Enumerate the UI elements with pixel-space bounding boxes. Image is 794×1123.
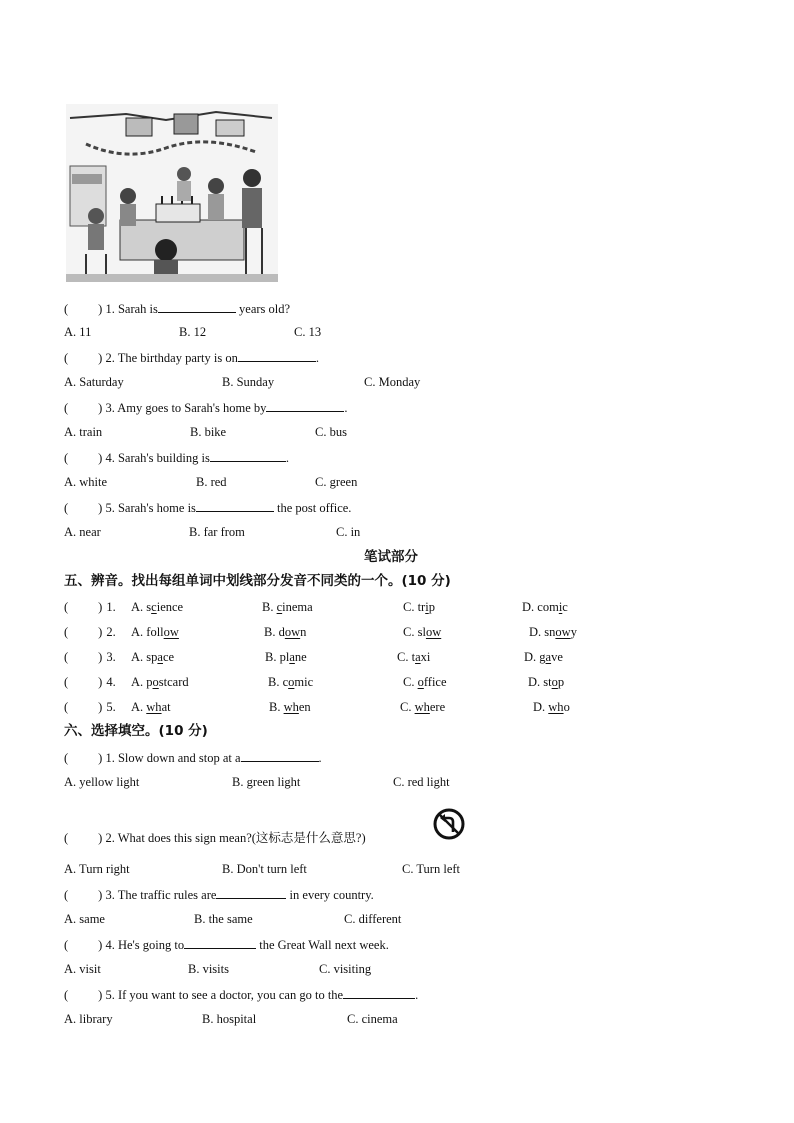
- pronunciation-row: ( ) 1.: [64, 600, 116, 614]
- option-b: B. green light: [232, 775, 301, 789]
- option-c: C. slow: [403, 625, 442, 639]
- underlined-letters: wh: [283, 700, 299, 714]
- option-d: D. gave: [524, 650, 563, 664]
- option-c: C. bus: [315, 425, 347, 439]
- listening-question-4: ( ) 4. Sarah's building is .: [64, 451, 289, 465]
- option-a: A. Saturday: [64, 375, 124, 389]
- option-c: C. taxi: [397, 650, 431, 664]
- choice-question-3: ( ) 3. The traffic rules are in every country.: [64, 888, 374, 902]
- underlined-letters: o: [551, 675, 558, 689]
- answer-blank[interactable]: [266, 399, 344, 412]
- pronunciation-row: ( ) 3.: [64, 650, 116, 664]
- option-b: B. red: [196, 475, 227, 489]
- option-b: B. plane: [265, 650, 307, 664]
- underlined-letters: a: [415, 650, 421, 664]
- option-a: A. science: [131, 600, 184, 614]
- option-b: B. Don't turn left: [222, 862, 307, 876]
- option-c: C. in: [336, 525, 361, 539]
- listening-question-3: ( ) 3. Amy goes to Sarah's home by .: [64, 401, 348, 415]
- option-d: D. stop: [528, 675, 565, 689]
- listening-question-1: ( ) 1. Sarah is years old?: [64, 302, 291, 316]
- choice-question-1: ( ) 1. Slow down and stop at a .: [64, 751, 322, 765]
- option-b: B. when: [269, 700, 311, 714]
- section-6-title: 六、选择填空。(10 分): [64, 723, 208, 739]
- underlined-letters: ow: [555, 625, 571, 639]
- option-a: A. 11: [64, 325, 92, 339]
- option-a: A. same: [64, 912, 105, 926]
- underlined-letters: ow: [163, 625, 179, 639]
- option-b: B. the same: [194, 912, 253, 926]
- underlined-letters: wh: [548, 700, 564, 714]
- listening-question-5: ( ) 5. Sarah's home is the post office.: [64, 501, 352, 515]
- option-a: A. near: [64, 525, 101, 539]
- option-b: B. cinema: [262, 600, 313, 614]
- underlined-letters: ow: [284, 625, 301, 639]
- option-d: D. snowy: [529, 625, 577, 639]
- underlined-letters: o: [288, 675, 295, 689]
- option-b: B. comic: [268, 675, 314, 689]
- underlined-letters: a: [157, 650, 163, 664]
- option-b: B. down: [264, 625, 307, 639]
- option-a: A. what: [131, 700, 171, 714]
- underlined-letters: wh: [146, 700, 162, 714]
- option-c: C. 13: [294, 325, 322, 339]
- answer-blank[interactable]: [158, 300, 236, 313]
- option-d: D. comic: [522, 600, 568, 614]
- option-c: C. trip: [403, 600, 435, 614]
- listening-question-2: ( ) 2. The birthday party is on .: [64, 351, 319, 365]
- option-a: A. postcard: [131, 675, 189, 689]
- underlined-letters: i: [425, 600, 429, 614]
- answer-blank[interactable]: [238, 349, 316, 362]
- underlined-letters: c: [151, 600, 157, 614]
- option-a: A. train: [64, 425, 103, 439]
- section-5-title: 五、辨音。找出每组单词中划线部分发音不同类的一个。(10 分): [64, 573, 451, 589]
- underlined-letters: a: [545, 650, 552, 664]
- option-c: C. green: [315, 475, 358, 489]
- option-c: C. Turn left: [402, 862, 461, 876]
- option-c: C. red light: [393, 775, 450, 789]
- choice-question-5: ( ) 5. If you want to see a doctor, you can go to the .: [64, 988, 419, 1002]
- option-b: B. far from: [189, 525, 245, 539]
- option-c: C. cinema: [347, 1012, 398, 1026]
- no-left-turn-sign-icon: [433, 808, 465, 840]
- option-b: B. 12: [179, 325, 207, 339]
- answer-blank[interactable]: [184, 936, 256, 949]
- option-c: C. where: [400, 700, 446, 714]
- option-a: A. white: [64, 475, 108, 489]
- pronunciation-row: ( ) 5.: [64, 700, 116, 714]
- underlined-letters: ow: [425, 625, 442, 639]
- underlined-letters: wh: [414, 700, 430, 714]
- choice-question-2: ( ) 2. What does this sign mean?(这标志是什么意思?): [64, 831, 366, 845]
- underlined-letters: o: [152, 675, 159, 689]
- option-b: B. bike: [190, 425, 227, 439]
- option-a: A. space: [131, 650, 175, 664]
- underlined-letters: c: [276, 600, 283, 614]
- option-a: A. visit: [64, 962, 101, 976]
- answer-blank[interactable]: [241, 749, 319, 762]
- choice-question-4: ( ) 4. He's going to the Great Wall next week.: [64, 938, 389, 952]
- underlined-letters: o: [417, 675, 424, 689]
- option-a: A. yellow light: [64, 775, 140, 789]
- pronunciation-row: ( ) 2.: [64, 625, 116, 639]
- option-c: C. different: [344, 912, 402, 926]
- option-b: B. hospital: [202, 1012, 257, 1026]
- option-c: C. visiting: [319, 962, 372, 976]
- answer-blank[interactable]: [210, 449, 286, 462]
- answer-blank[interactable]: [196, 499, 274, 512]
- answer-blank[interactable]: [343, 986, 415, 999]
- option-a: A. follow: [131, 625, 179, 639]
- option-c: C. Monday: [364, 375, 421, 389]
- option-b: B. Sunday: [222, 375, 275, 389]
- option-d: D. who: [533, 700, 570, 714]
- birthday-party-illustration: [66, 104, 278, 282]
- written-part-title: 笔试部分: [364, 549, 418, 565]
- pronunciation-row: ( ) 4.: [64, 675, 116, 689]
- option-a: A. Turn right: [64, 862, 130, 876]
- answer-blank[interactable]: [216, 886, 286, 899]
- option-c: C. office: [403, 675, 447, 689]
- option-b: B. visits: [188, 962, 229, 976]
- underlined-letters: i: [558, 600, 563, 614]
- option-a: A. library: [64, 1012, 113, 1026]
- underlined-letters: a: [289, 650, 295, 664]
